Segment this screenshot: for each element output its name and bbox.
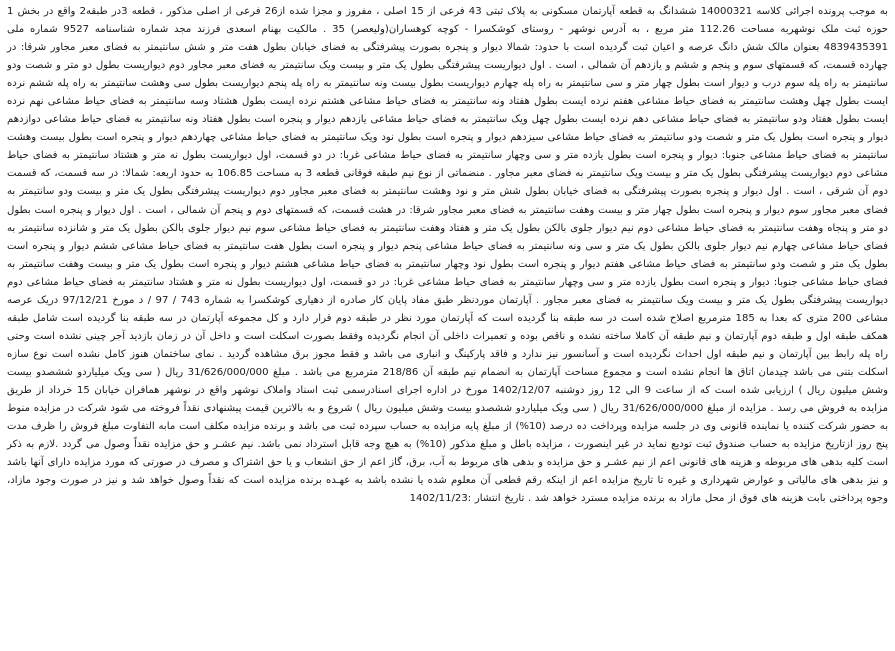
auction-notice-text: به موجب پرونده اجرائی کلاسه 14000321 ششدانگ به قطعه آپارتمان مسکونی به پلاک ثبتی 43 فرعی از 15 اصلی ، مفروز و مجزا شده از26 فرعی از اصلی مذکور ، قطعه 3در طبقه2 واقع در بخش 1 حوزه ثبت ملک نوشهربه مساحت 112.26 متر مربع ، به آدرس نوشهر - روستای کوشکسرا - کوچه کوهساران(ولیعصر) 35 . مالکیت بهنام اسعدی فرزند مجد شماره شناسنامه 9527 شماره ملی 4839435391 بعنوان مالک شش دانگ عرصه و اعیان ثبت گردیده است با حدود: شمالا دیوار و پنجره بصورت پیشرفتگی به فضای خیابان بطول هفت متر و شش سانتیمتر به فضای معبر مجاور شرقا: در چهارده قسمت، که قسمتهای سوم و پنجم و ششم و یازدهم آن شمالی ، است . اول دیواریست پیشرفتگی بطول یک متر و بیست ویک سانتیمتر به فضای معبر مجاور دوم دیواریست بطول دو متر و شصت ودو سانتیمتر به راه پله سوم درب و دیوار است بطول چهار متر و سی سانتیمتر به راه پله چهارم دیواریست بطول بیست ونه سانتیمتر به راه پله پنجم دیواریست بطول سی وهشت سانتیمتر به راه پله ششم نرده ایست بطول چهل وهشت سانتیمتر به فضای حیاط مشاعی هفتم نرده ایست بطول هفتاد ونه سانتیمتر به فضای حیاط مشاعی هشتم نرده ایست بطول هشتاد وسه سانتیمتر به فضای حیاط مشاعی نهم نرده ایست بطول هفتاد ودو سانتیمتر به فضای حیاط مشاعی دهم نرده ایست بطول چهل ویک سانتیمتر به فضای حیاط مشاعی یازدهم دیوار و پنجره است بطول هفتاد ونه سانتیمتر به فضای حیاط مشاعی دوازدهم دیوار و پنجره است بطول یک متر و شصت ودو سانتیمتر به فضای حیاط مشاعی سیزدهم دیوار و پنجره است بطول نود ویک سانتیمتر به فضای حیاط مشاعی چهاردهم دیوار و پنجره است بطول بیست وهشت سانتیمتر به فضای حیاط مشاعی جنوبا: دیوار و پنجره است بطول یازده متر و سی وچهار سانتیمتر به فضای حیاط مشاعی غربا: در دو قسمت، اول دیواریست بطول نه متر و هشتاد سانتیمتر به فضای حیاط مشاعی دوم دیواریست پیشرفتگی بطول یک متر و بیست ویک سانتیمتر به فضای معبر مجاور . منضماتی از نوع نیم طبقه فوقانی قطعه 3 به مساحت 106.85 به حدود اربعه: شمالا: در سه قسمت، که قسمت دوم آن شرقی ، است . اول دیوار و پنجره بصورت پیشرفتگی به فضای خیابان بطول شش متر و نود وهشت سانتیمتر به فضای معبر مجاور دوم دیواریست پیشرفتگی بطول یک متر و بیست ودو سانتیمتر به فضای معبر مجاور سوم دیوار و پنجره است بطول چهار متر و بیست وهفت سانتیمتر به فضای معبر مجاور شرقا: در هشت قسمت، که قسمتهای دوم و پنجم آن شمالی ، است . اول دیوار و پنجره است بطول دو متر و پنجاه وهفت سانتیمتر به فضای حیاط مشاعی دوم نیم دیوار جلوی بالکن بطول یک متر و هفتاد وهفت سانتیمتر به فضای حیاط مشاعی سوم نیم دیوار جلوی بالکن بطول یک متر و شانزده سانتیمتر به فضای حیاط مشاعی چهارم نیم دیوار جلوی بالکن بطول یک متر و سی ونه سانتیمتر به فضای حیاط مشاعی پنجم دیوار و پنجره است بطول هفت سانتیمتر به فضای حیاط مشاعی ششم دیوار و پنجره است بطول یک متر و شصت ودو سانتیمتر به فضای حیاط مشاعی هفتم دیوار و پنجره است بطول نود وچهار سانتیمتر به فضای حیاط مشاعی هشتم دیوار و پنجره است بطول یک متر و بیست وهفت سانتیمتر به فضای حیاط مشاعی جنوبا: دیوار و پنجره است بطول یازده متر و سی وچهار سانتیمتر به فضای حیاط مشاعی غربا: در دو قسمت، اول دیواریست بطول نه متر و هشتاد سانتیمتر به فضای حیاط مشاعی دوم دیواریست پیشرفتگی بطول یک متر و بیست ویک سانتیمتر به فضای معبر مجاور . آپارتمان موردنظر طبق مفاد پایان کار صادره از دهیاری کوشکسرا به شماره 743 / 97 / د مورخ 97/12/21 دریک عرصه مشاعی 200 متری که بعدا به 185 مترمربع اصلاح شده است در سه طبقه بنا گردیده است که آپارتمان مورد نظر در طبقه دوم قرار دارد و کل مجموعه آپارتمان در سه طبقه بنا گردیده است شامل طبقه همکف طبقه اول و طبقه دوم آپارتمان و نیم طبقه آن کاملا ساخته نشده و ناقص بوده و تعمیرات داخلی آن انجام نگردیده وفقط بصورت اسکلت است و داخل آن در زمان بازدید آجر چینی نشده است وحتی راه پله رابط بین آپارتمان و نیم طبقه اول احداث نگردیده است و آسانسور نیز ندارد و فاقد پارکینگ و انباری می باشد و فقط مجوز برق مشاهده گردید . نمای ساختمان هنوز کامل نشده است نوع سازه اسکلت بتنی می باشد چیدمان اتاق ها انجام نشده است و مجموع مساحت آپارتمان به انضمام نیم طبقه آن 218/86 مترمربع می باشد . مبلغ 31/626/000/000 ریال ( سی ویک میلیاردو ششصدو بیست وشش میلیون ریال ) ارزیابی شده است که از ساعت 9 الی 12 روز دوشنبه 1402/12/07 مورخ در اداره اجرای اسنادرسمی ثبت اسناد واملاک نوشهر واقع در نوشهر همافران خیابان 15 خرداد از طریق مزایده به فروش می رسد . مزایده از مبلغ 31/626/000/000 ریال ( سی ویک میلیاردو ششصدو بیست وشش میلیون ریال ) شروع و به بالاترین قیمت پیشنهادی نقداً فروخته می شود شرکت در مزایده منوط به حضور شرکت کننده یا نماینده قانونی وی در جلسه مزایده وپرداخت ده درصد (10%) از مبلغ پایه مزایده به حساب سپرده ثبت می باشد و برنده مزایده مکلف است مابه التفاوت مبلغ فروش را ظرف مدت پنج روز ازتاریخ مزایده به حساب صندوق ثبت تودیع نماید در غیر اینصورت ، مزایده باطل و مبلغ مذکور (10%) به هیچ وجه قابل استرداد نمی باشد. نیم عشـر و حق مزایده نقداً وصول می گردد .لازم به ذکر است کلیه بدهی های مربوطه و هزینه های قانونی اعم از نیم عشـر و حق مزایده و بدهی های مربوط به آب، برق، گاز اعم از حق انشعاب و یا حق اشتراک و مصرف در صورتی که مورد مزایده دارای آنها باشد و نیز بدهی های مالیاتی و عوارض شهرداری و غیره تا تاریخ مزایده اعم از اینکه رقم قطعی آن معلوم شده یا نشده باشد به عهـده برنده مزایده است که نقداً وصول خواهد شد و نیز در صورت وجود مازاد، وجوه پرداختی بابت هزینه های فوق از محل مازاد به برنده مزایده مسترد خواهد شد . تاریخ انتشار :1402/11/23 [7,6,888,505]
